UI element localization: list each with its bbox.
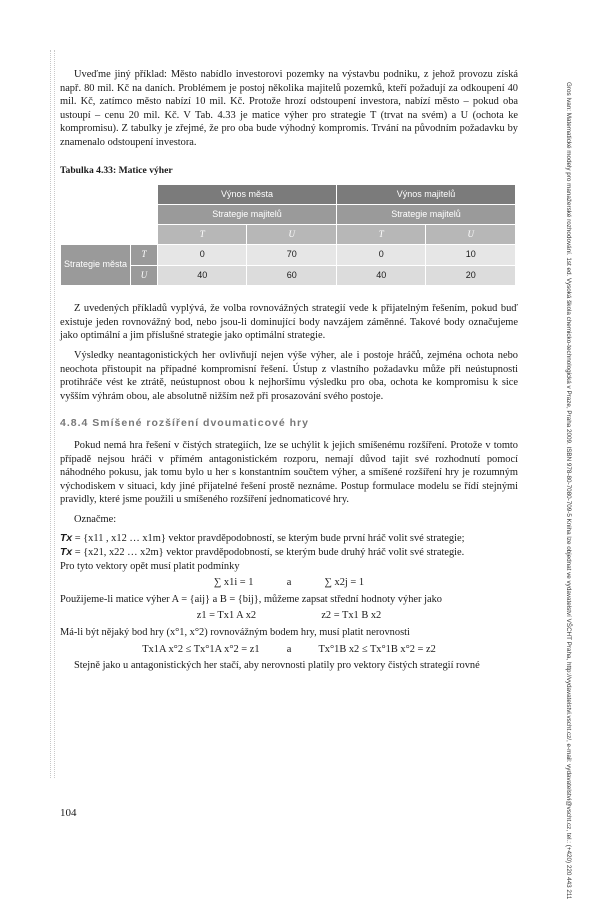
sum-equation: ∑ x2j = 1 <box>324 577 365 589</box>
paragraph: Pro tyto vektory opět musí platit podmínky <box>60 560 240 572</box>
paragraph: Označme: <box>74 513 117 525</box>
col-header: T <box>336 225 425 245</box>
expected-values: z1 = Tx1 A x2 z2 = Tx1 B x2 <box>196 610 382 622</box>
empty-cell <box>61 205 158 225</box>
empty-cell <box>61 185 158 205</box>
header-city-yield: Výnos města <box>158 185 337 205</box>
table-caption: Tabulka 4.33: Matice výher <box>60 164 173 176</box>
table-cell: 40 <box>158 265 247 286</box>
sum-conditions: ∑ x1i = 1 a ∑ x2j = 1 <box>213 577 365 589</box>
row-header-city-strategy <box>61 245 158 286</box>
paragraph: Uveďme jiný příklad: Město nabídlo investorovi pozemky na výstavbu podniku, z jehož provozu získá např. 80 mil. Kč na daních. Problémem je postoj několika majitelů pozemků, kteří požadují za odkoupení 40 mil. Kč, zatímco město nabízí 10 mil. Kč. Protože hrozí odstoupení investora, nabízí město – pokud oba ustoupí – cenu 20 mil. Kč. V Tab. 4.33 je matice výher pro strategie T (trvat na svém) a U (ochota ke kompromisu). Z tabulky je zřejmé, že pro oba bude výhodný kompromis. Trvání na původním požadavku by znamenalo odstoupení investora. <box>60 69 518 148</box>
copyright-sidenote <box>550 82 572 899</box>
paragraph: Stejně jako u antagonistických her stačí, aby nerovnosti platily pro vektory čistých strategií rovné <box>74 660 480 672</box>
definition-x1: Tx = {x11 , x12 … x1m} vektor pravděpodobností, se kterým bude první hráč volit své strategie; <box>60 533 465 545</box>
paragraph: Pokud nemá hra řešení v čistých strategiích, lze se uchýlit k jejich smíšenému rozšíření. Protože v tomto případě nejsou hráči v přímém antagonistickém rozporu, nemají důvod tajit své rozhodnutí pomocí náhodného pokusu, jak tomu bylo u her s konstantním součtem výher, a smíšené rozšíření hry je rozumným východiskem v situaci, kdy jiné přijatelné řešení prostě neznáme. Postup formulace modelu se řídí stejnými pravidly, které jsme použili u smíšeného rozšíření jednomaticové hry. <box>60 439 518 506</box>
table-cell: 20 <box>426 265 516 286</box>
empty-cell <box>61 225 158 245</box>
header-owner-yield: Výnos majitelů <box>336 185 515 205</box>
paragraph: Výsledky neantagonistických her ovlivňují nejen výše výher, ale i postoje hráčů, zejména ochota nebo neochota přistoupit na případné kompromisní řešení. Ústup z vlastního požadavku může při neústupnosti protihráče vést ke ztrátě, neústupnost obou k nejhoršímu výsledku pro oba, ochota ke kompromisu k sice vyšším výhrám obou, ale absolutně nižším než při prosazování svého postoje. <box>60 349 518 402</box>
section-heading: 4.8.4 Smíšené rozšíření dvoumaticové hry <box>60 417 309 430</box>
sidenote-text: Gros Ivan: Matematické modely pro manažerské rozhodování. 1st ed. Vysoká škola chemicko-technologická v Praze, Praha 2009. ISBN 978-80-7080-709-5 Kniha lze objednat ve vydavatelství VŠCHT Praha, http://vydavatelstvi.vscht.cz/, e-mail: vydavatelstvi@vscht.cz, tel.: (+420) 220 443 211 <box>565 82 572 899</box>
col-header: U <box>247 225 337 245</box>
paragraph: Má-li být nějaký bod hry (x°1, x°2) rovnovážným bodem hry, musí platit nerovnosti <box>60 627 410 639</box>
page-number: 104 <box>60 807 77 819</box>
main-text <box>60 68 518 673</box>
paragraph: Z uvedených příkladů vyplývá, že volba rovnovážných strategií vede k přijatelným řešením, pokud buď existuje jeden rovnovážný bod, nebo jsou-li dominující body navzájem záměnné. Takové body označujeme jako optimální a jim příslušné strategie jako optimální strategie. <box>60 303 518 342</box>
definition-x2: Tx = {x21, x22 … x2m} vektor pravděpodobností, se kterým bude druhý hráč volit své strategie. <box>60 547 465 559</box>
equilibrium-inequalities: Tx1A x°2 ≤ Tx°1A x°2 = z1 a Tx°1B x2 ≤ Tx°1B x°2 = z2 <box>142 643 436 655</box>
sum-equation: ∑ x1i = 1 <box>213 577 254 589</box>
table-cell: 70 <box>247 245 337 266</box>
table-cell: 0 <box>158 245 247 266</box>
subheader-owner-strategy: Strategie majitelů <box>158 205 337 225</box>
table-cell: 60 <box>247 265 337 286</box>
table-cell: 0 <box>336 245 425 266</box>
table-cell: 10 <box>426 245 516 266</box>
col-header: U <box>426 225 516 245</box>
row-strategy-U: U <box>131 266 157 286</box>
payoff-matrix <box>60 184 516 286</box>
margin-rule <box>50 50 55 778</box>
table-cell: 40 <box>336 265 425 286</box>
subheader-owner-strategy: Strategie majitelů <box>336 205 515 225</box>
paragraph: Použijeme-li matice výher A = {aij} a B = {bij}, můžeme zapsat střední hodnoty výher jako <box>60 593 442 605</box>
row-strategy-T: T <box>131 245 157 266</box>
row-label: Strategie města <box>63 259 128 270</box>
col-header: T <box>158 225 247 245</box>
